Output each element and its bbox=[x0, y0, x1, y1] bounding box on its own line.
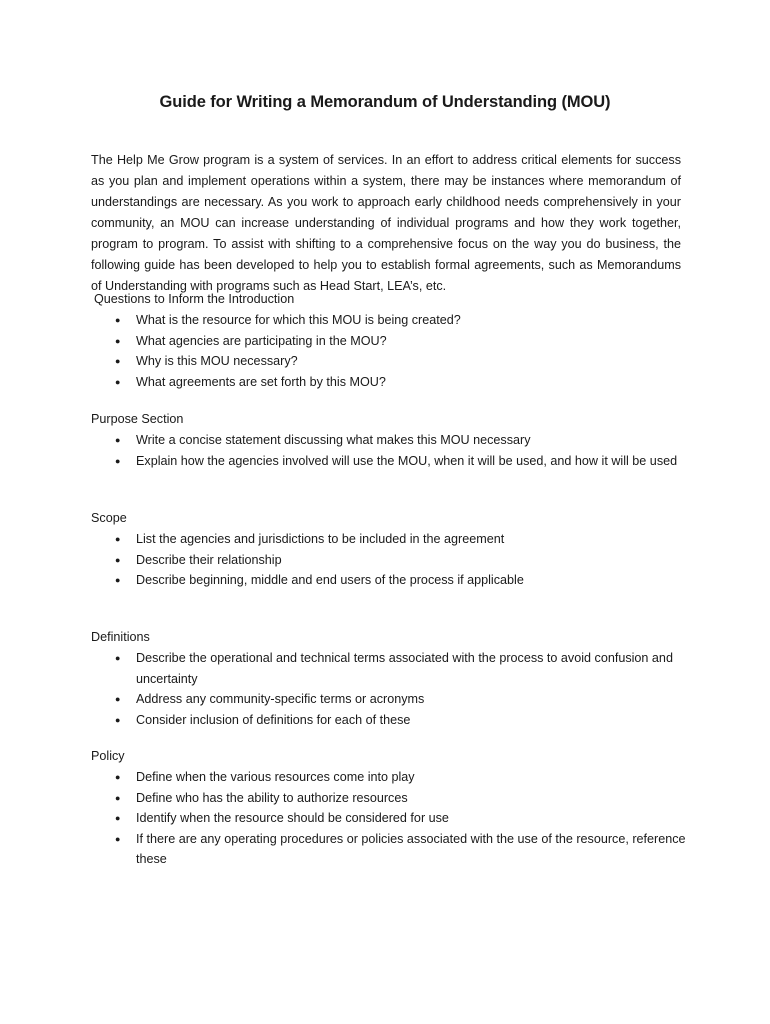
bullet-icon: ● bbox=[115, 772, 121, 782]
list-item: ● Explain how the agencies involved will use the MOU, when it will be used, and how it will be used bbox=[91, 451, 691, 472]
list-item: ● Define who has the ability to authorize resources bbox=[91, 788, 691, 809]
list-item: ● What agreements are set forth by this MOU? bbox=[91, 372, 691, 393]
bullet-icon: ● bbox=[115, 792, 121, 803]
bullet-icon: ● bbox=[115, 435, 121, 445]
bullet-icon: ● bbox=[115, 694, 121, 704]
bullet-icon: ● bbox=[115, 534, 121, 544]
list-item: ● If there are any operating procedures or policies associated with the use of the resource, reference these bbox=[91, 829, 691, 870]
list-item: ● Why is this MOU necessary? bbox=[91, 351, 691, 372]
list-item: ● Identify when the resource should be considered for use bbox=[91, 808, 691, 829]
bullet-icon: ● bbox=[115, 455, 121, 466]
list-item: ● Write a concise statement discussing what makes this MOU necessary bbox=[91, 430, 691, 451]
section-heading: Definitions bbox=[91, 630, 150, 644]
list-item: ● List the agencies and jurisdictions to be included in the agreement bbox=[91, 529, 691, 550]
section-questions bbox=[91, 289, 691, 392]
list-item: ● What is the resource for which this MOU is being created? bbox=[91, 310, 691, 331]
bullet-icon: ● bbox=[115, 376, 121, 387]
list-item: ● Define when the various resources come into play bbox=[91, 767, 691, 788]
list-item: ● What agencies are participating in the MOU? bbox=[91, 331, 691, 352]
intro-paragraph: The Help Me Grow program is a system of services. In an effort to address critical elements for success as you plan and implement operations within a system, there may be instances where memorandum of understandings are necessary. As you work to approach early childhood needs comprehensively in your community, an MOU can increase understanding of individual programs and how they work together, program to program. To assist with shifting to a comprehensive focus on the way you do business, the following guide has been developed to help you to establish formal agreements, such as Memorandums of Understanding with programs such as Head Start, LEA’s, etc. bbox=[91, 153, 681, 293]
bullet-icon: ● bbox=[115, 813, 121, 823]
section-policy bbox=[91, 746, 691, 870]
bullet-list bbox=[91, 767, 691, 870]
list-item: ● Describe their relationship bbox=[91, 550, 691, 571]
bullet-icon: ● bbox=[115, 335, 121, 346]
bullet-icon: ● bbox=[115, 356, 121, 366]
bullet-list bbox=[91, 310, 691, 392]
list-item: ● Consider inclusion of definitions for each of these bbox=[91, 710, 691, 731]
section-heading: Scope bbox=[91, 511, 127, 525]
bullet-icon: ● bbox=[115, 833, 121, 844]
list-item: ● Address any community-specific terms or acronyms bbox=[91, 689, 691, 710]
list-item: ● Describe beginning, middle and end users of the process if applicable bbox=[91, 570, 691, 591]
bullet-icon: ● bbox=[115, 315, 121, 325]
document-title: Guide for Writing a Memorandum of Understanding (MOU) bbox=[159, 93, 611, 111]
section-definitions bbox=[91, 627, 691, 730]
section-heading: Policy bbox=[91, 749, 125, 763]
bullet-list bbox=[91, 648, 691, 730]
bullet-icon: ● bbox=[115, 653, 121, 663]
bullet-icon: ● bbox=[115, 714, 121, 725]
bullet-icon: ● bbox=[115, 575, 121, 585]
section-heading: Purpose Section bbox=[91, 412, 184, 426]
bullet-icon: ● bbox=[115, 554, 121, 565]
section-purpose bbox=[91, 409, 691, 471]
list-item: ● Describe the operational and technical terms associated with the process to avoid confusion and uncertainty bbox=[91, 648, 691, 689]
section-heading: Questions to Inform the Introduction bbox=[94, 292, 295, 306]
bullet-list bbox=[91, 430, 691, 471]
section-scope bbox=[91, 508, 691, 591]
bullet-list bbox=[91, 529, 691, 591]
